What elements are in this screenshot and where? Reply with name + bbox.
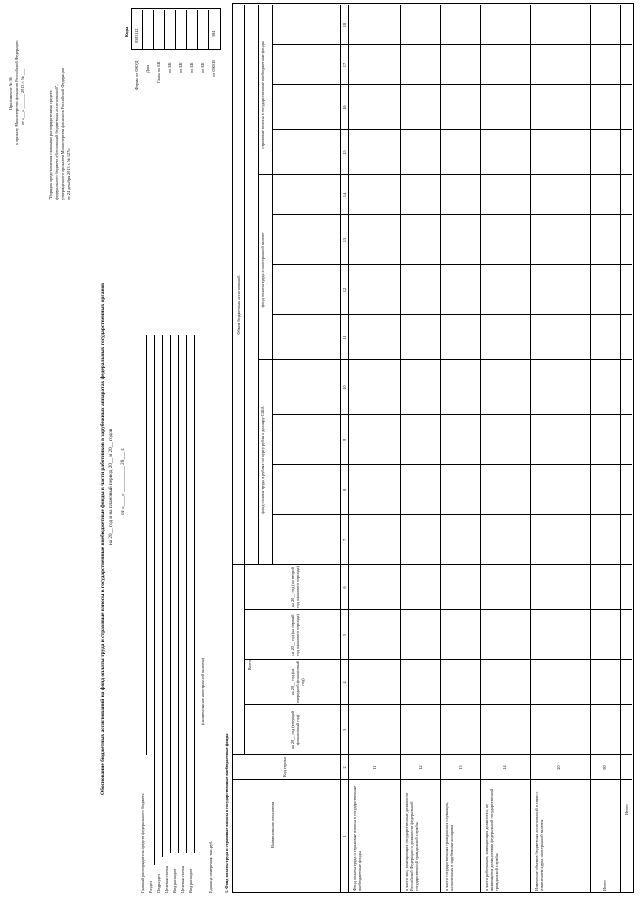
field-celevaya-2: Целевая статья <box>180 866 185 893</box>
fields-note: (наименование иностранной валюты) <box>200 657 205 725</box>
group-total-header: Всего <box>247 659 252 671</box>
main-table <box>232 3 634 893</box>
colnum-2: 2 <box>342 766 347 769</box>
codes-label-bk-1: по БК <box>167 62 172 73</box>
row-name-6: Итого <box>602 880 607 891</box>
codes-value-okei: 384 <box>211 30 216 37</box>
colnum-9: 9 <box>342 438 347 442</box>
group-local-header: фонд оплаты труда в иностранной валюте <box>260 232 265 308</box>
colnum-7: 7 <box>342 538 347 542</box>
codes-label-bk-4: по БК <box>200 62 205 73</box>
field-vid-2: Вид расходов <box>188 868 193 893</box>
colnum-8: 8 <box>342 488 347 492</box>
codes-header: Коды <box>124 26 129 37</box>
codes-label-bk-2: по БК <box>178 62 183 73</box>
field-unit: Единица измерения: тыс.руб. <box>208 840 213 893</box>
codes-label-okud: Форма по ОКУД <box>134 60 139 90</box>
reference-line-3: утвержденного приказом Министерства финансов Российской Федерации <box>60 67 65 200</box>
field-vid-1: Вид расходов <box>172 868 177 893</box>
row-code-2: 12 <box>418 765 423 770</box>
colnum-14: 14 <box>342 192 347 198</box>
field-razdel: Раздел <box>148 881 153 893</box>
group-foreign-header: фонд оплаты труда в рублях по курсу рубля к доллару США <box>260 406 265 514</box>
section-title: 1. Фонд оплаты труда и страховые взносы в государственные внебюджетные фонды <box>224 733 229 893</box>
total-label: Итого <box>624 804 629 815</box>
page-subtitle: на 20__ год и на плановый период 20__ и 20__ годов <box>108 428 114 545</box>
codes-value-okud: 0505112 <box>134 28 139 43</box>
row-name-3: в части государственных гражданских служащих, назначенных в зарубежные аппараты <box>444 802 454 891</box>
colnum-10: 10 <box>342 385 347 390</box>
colnum-18: 18 <box>342 22 347 28</box>
appendix-line-2: к приказу Министерства финансов Российской Федерации <box>14 40 19 145</box>
row-code-6: 90 <box>602 765 607 770</box>
col-name-header: Наименование показателя <box>270 801 275 849</box>
colnum-12: 12 <box>342 287 347 293</box>
codes-label-okei: по ОКЕИ <box>211 60 216 77</box>
page-title: Обоснование бюджетных ассигнований на фонд оплаты труда и страховые взносы в государственные внебюджетные фонды в части работников в зарубежных аппаратах федеральных государственных органов <box>100 282 106 795</box>
codes-label-bk-3: по БК <box>189 62 194 73</box>
row-name-2: в части лиц, замещающих государственные должности Российской Федерации и должности федеральной государственной гражданской службы <box>404 792 419 891</box>
col-code-header: Код строки <box>282 757 287 777</box>
row-name-1: Фонд оплаты труда и страховые взносы в государственные внебюджетные фонды <box>352 785 362 891</box>
colnum-1: 1 <box>342 835 347 838</box>
period-header-3: на 20__ год (на первый год планового периода) <box>290 614 300 656</box>
row-code-3: 13 <box>458 765 463 770</box>
field-grbs: Главный распорядитель средств федерального бюджета <box>140 793 145 893</box>
colnum-3: 3 <box>342 728 347 732</box>
colnum-5: 5 <box>342 633 347 637</box>
reference-line-4: от 24 декабря 2013 г. № 127н <box>66 148 71 200</box>
row-code-4: 14 <box>502 765 507 770</box>
reference-line-1: "Порядок представления главными распорядителями средств <box>48 90 53 200</box>
row-name-4: в части работников, замещающих должности, не являющиеся должностями федеральной государственной гражданской службы <box>484 788 499 891</box>
field-podrazdel: Подраздел <box>156 874 161 893</box>
group-obligations-header: Объем бюджетных ассигнований <box>236 275 241 335</box>
colnum-13: 13 <box>342 237 347 243</box>
field-celevaya-1: Целевая статья <box>164 866 169 893</box>
group-insurance-header: страховые взносы в государственные внебюджетные фонды <box>260 41 265 149</box>
reference-line-2: федерального бюджета обоснований бюджетных ассигнований", <box>54 84 59 200</box>
codes-label-glava: Глава по БК <box>156 61 161 83</box>
date-line: от «____» __________ 20___ г. <box>120 447 126 515</box>
row-name-5: Изменение объемов бюджетных ассигнований в связи с изменением курса иностранной валюты <box>534 791 544 891</box>
colnum-6: 6 <box>342 586 347 589</box>
appendix-line-1: Приложение № 36 <box>8 77 13 110</box>
colnum-16: 16 <box>342 105 347 110</box>
period-header-4: на 20__ год (на второй год планового периода) <box>290 566 300 608</box>
row-code-5: 20 <box>556 765 561 770</box>
row-code-1: 11 <box>372 765 377 770</box>
colnum-17: 17 <box>342 62 347 68</box>
period-header-1: на 20__ год (текущий финансовый год) <box>290 710 300 750</box>
period-header-2: на 20__ год (на очередной финансовый год) <box>290 661 305 703</box>
appendix-line-3: от «___» _______ 2013 г. № ___ <box>20 68 25 125</box>
colnum-11: 11 <box>342 335 347 340</box>
colnum-4: 4 <box>342 681 347 684</box>
codes-label-date: Дата <box>145 64 150 73</box>
colnum-15: 15 <box>342 150 347 155</box>
